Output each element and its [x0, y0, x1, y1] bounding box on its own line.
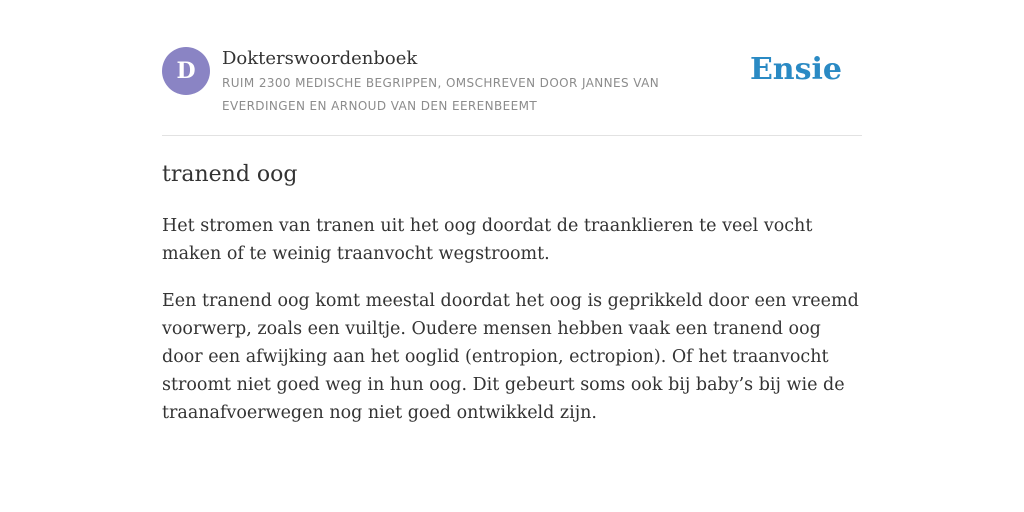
definition-paragraph: Een tranend oog komt meestal doordat het oog is geprikkeld door een vreemd voorwerp, zoals een vuiltje. Oudere mensen hebben vaak een tranend oog door een afwijking aan het ooglid (entropion, ectropion). Of het traanvocht stroomt niet goed weg in hun oog. Dit gebeurt soms ook bij baby’s bij wie de traanafvoerwegen nog niet goed ontwikkeld zijn. — [162, 291, 859, 423]
entry-term: tranend oog — [162, 162, 298, 187]
source-title[interactable]: Dokterswoordenboek — [222, 48, 418, 69]
source-header — [162, 44, 862, 136]
source-subtitle: RUIM 2300 MEDISCHE BEGRIPPEN, OMSCHREVEN DOOR JANNES VAN EVERDINGEN EN ARNOUD VAN DEN EERENBEEMT — [222, 76, 660, 113]
source-avatar[interactable]: D — [162, 47, 210, 95]
entry-definition — [162, 212, 862, 446]
ensie-logo[interactable]: Ensie — [749, 52, 842, 87]
definition-paragraph: Het stromen van tranen uit het oog doordat de traanklieren te veel vocht maken of te weinig traanvocht wegstroomt. — [162, 216, 813, 264]
